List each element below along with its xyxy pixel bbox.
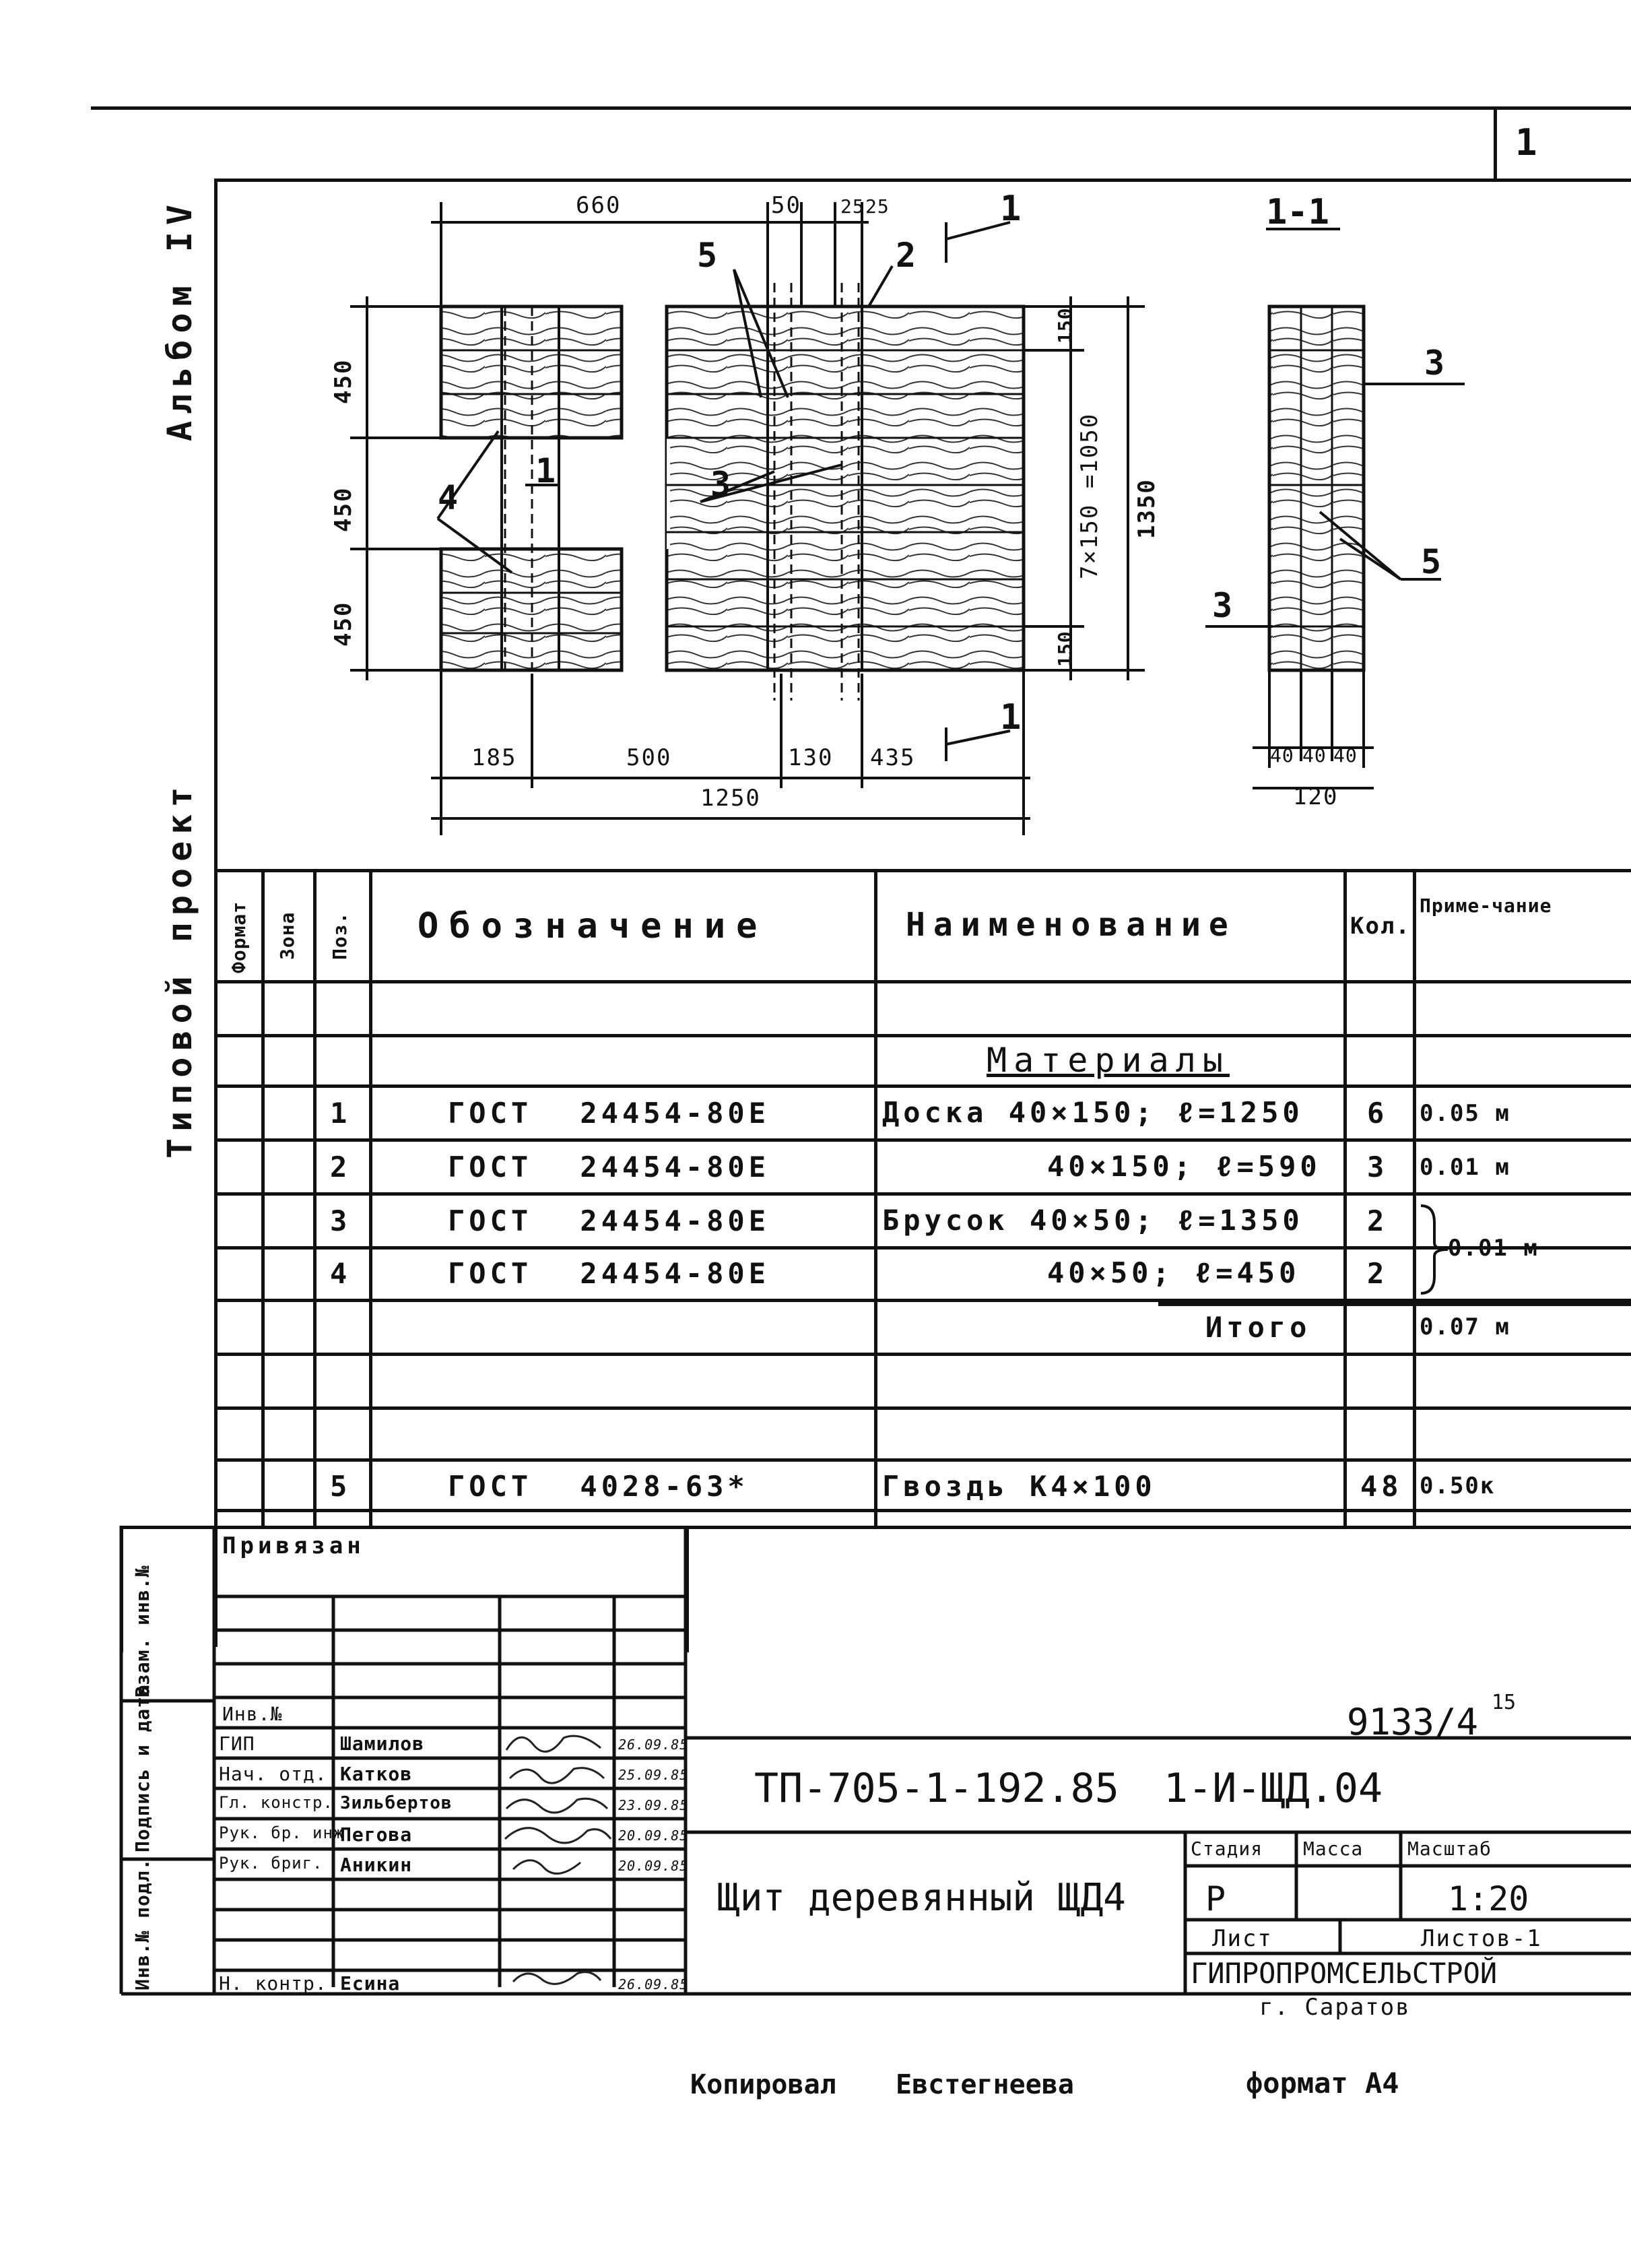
dim-bottom-130: 130 xyxy=(788,744,834,771)
norm-control-name: Есина xyxy=(340,1972,401,1995)
dim-top-50: 50 xyxy=(771,192,801,219)
staff-4-date: 20.09.85 xyxy=(618,1827,689,1844)
copier-name: Евстегнеева xyxy=(896,2069,1074,2100)
staff-3-name: Зильбертов xyxy=(340,1793,453,1813)
dim-left-450c: 450 xyxy=(330,601,357,647)
section-label: 1-1 xyxy=(1266,192,1329,232)
dim-left-450b: 450 xyxy=(330,486,357,532)
section-view xyxy=(1269,306,1364,670)
spec-col-rule xyxy=(313,869,317,1528)
header-format: Формат xyxy=(228,901,250,973)
callout-1: 1 xyxy=(535,451,556,490)
row-5-qty: 48 xyxy=(1360,1469,1403,1503)
row-5-name: Гвоздь К4×100 xyxy=(882,1469,1156,1503)
stage-label: Стадия xyxy=(1191,1838,1263,1860)
row-1-designation: ГОСТ 24454-80Е xyxy=(448,1097,770,1130)
callout-section-3a: 3 xyxy=(1424,344,1445,383)
spec-top-rule xyxy=(214,869,1631,872)
dim-section-40a: 40 xyxy=(1270,744,1294,767)
callout-2: 2 xyxy=(896,236,917,275)
archive-number: 9133/4 xyxy=(1347,1701,1479,1743)
norm-control-role: Н. контр. xyxy=(219,1972,327,1995)
row-3-name: Брусок 40×50; ℓ=1350 xyxy=(882,1203,1304,1237)
row-1-qty: 6 xyxy=(1367,1097,1389,1130)
row-2-designation: ГОСТ 24454-80Е xyxy=(448,1151,770,1184)
spec-col-rule xyxy=(261,869,265,1528)
header-note: Приме-чание xyxy=(1420,895,1552,917)
section-materials: Материалы xyxy=(987,1041,1230,1080)
row-3-qty: 2 xyxy=(1367,1204,1389,1237)
norm-control-date: 26.09.85 xyxy=(618,1976,689,1992)
staff-5-date: 20.09.85 xyxy=(618,1858,689,1874)
staff-1-date: 26.09.85 xyxy=(618,1737,689,1753)
archive-sup: 15 xyxy=(1492,1691,1517,1714)
spec-row-rule xyxy=(214,1406,1631,1410)
signatures xyxy=(500,1724,614,1994)
staff-4-role: Рук. бр. инж. xyxy=(219,1823,354,1842)
row-1-pos: 1 xyxy=(330,1097,352,1130)
row-5-note: 0.50к xyxy=(1420,1472,1496,1499)
sheet-number: 1 xyxy=(1515,121,1537,164)
row-5-designation: ГОСТ 4028-63* xyxy=(448,1469,749,1503)
staff-5-name: Аникин xyxy=(340,1854,413,1876)
row-1-name: Доска 40×150; ℓ=1250 xyxy=(882,1095,1304,1129)
brace-note: 0.01 м xyxy=(1448,1234,1539,1262)
city: г. Саратов xyxy=(1259,1994,1411,2021)
drawing-title: Щит деревянный ЩД4 xyxy=(717,1876,1126,1920)
staff-2-name: Катков xyxy=(340,1763,413,1785)
staff-2-date: 25.09.85 xyxy=(618,1767,689,1783)
total-value: 0.07 м xyxy=(1420,1314,1510,1340)
callout-section-3b: 3 xyxy=(1212,586,1233,625)
scale-value: 1:20 xyxy=(1448,1879,1529,1918)
project-type-label: Типовой проект xyxy=(160,780,199,1159)
spec-header-rule xyxy=(214,980,1631,983)
row-2-pos: 2 xyxy=(330,1151,352,1184)
mass-label: Масса xyxy=(1303,1838,1364,1860)
row-2-note: 0.01 м xyxy=(1420,1153,1510,1181)
row-2-qty: 3 xyxy=(1367,1151,1389,1184)
staff-3-date: 23.09.85 xyxy=(618,1797,689,1813)
spec-row-rule xyxy=(214,1138,1631,1142)
staff-4-name: Пегова xyxy=(340,1823,413,1846)
staff-5-role: Рук. бриг. xyxy=(219,1854,323,1873)
row-4-pos: 4 xyxy=(330,1257,352,1290)
header-zone: Зона xyxy=(276,911,298,960)
album-label: Альбом IV xyxy=(160,198,199,441)
dim-bottom-1250: 1250 xyxy=(700,785,761,812)
dim-bottom-435: 435 xyxy=(870,744,916,771)
spec-col-rule xyxy=(369,869,372,1528)
row-1-note: 0.05 м xyxy=(1420,1099,1510,1127)
stamp-label-signature: Подпись и дата xyxy=(131,1683,154,1852)
dim-top-660: 660 xyxy=(576,192,622,219)
spec-col-rule xyxy=(1413,869,1416,1528)
row-3-pos: 3 xyxy=(330,1204,352,1237)
organization: ГИПРОПРОМСЕЛЬСТРОЙ xyxy=(1191,1957,1498,1990)
spec-row-rule xyxy=(214,1353,1631,1356)
dim-section-40c: 40 xyxy=(1333,744,1358,767)
sheets-label: Листов-1 xyxy=(1421,1925,1542,1952)
spec-col-rule xyxy=(874,869,877,1528)
header-name: Наименование xyxy=(906,906,1236,944)
dim-top-25b: 25 xyxy=(865,195,890,218)
row-2-name: 40×150; ℓ=590 xyxy=(1047,1149,1321,1183)
header-designation: Обозначение xyxy=(418,906,768,946)
bound-label: Привязан xyxy=(222,1532,365,1559)
sheet-label: Лист xyxy=(1212,1925,1273,1952)
header-pos: Поз. xyxy=(329,911,351,960)
row-4-name: 40×50; ℓ=450 xyxy=(1047,1256,1300,1289)
row-5-pos: 5 xyxy=(330,1469,352,1503)
pallet-drawing xyxy=(0,0,1631,869)
dim-right-1050: 7×150 =1050 xyxy=(1076,412,1103,579)
spec-row-rule xyxy=(214,1034,1631,1037)
header-qty: Кол. xyxy=(1350,913,1411,940)
section-marker-bottom: 1 xyxy=(1000,697,1022,738)
dim-bottom-500: 500 xyxy=(626,744,672,771)
callout-3: 3 xyxy=(710,465,731,504)
dim-left-450a: 450 xyxy=(330,358,357,404)
spec-col-rule xyxy=(1343,869,1347,1528)
row-4-qty: 2 xyxy=(1367,1257,1389,1290)
dim-section-40b: 40 xyxy=(1302,744,1327,767)
callout-5: 5 xyxy=(697,236,718,275)
dim-top-25a: 25 xyxy=(840,195,865,218)
row-4-designation: ГОСТ 24454-80Е xyxy=(448,1257,770,1290)
copied-label: Копировал xyxy=(690,2069,836,2100)
staff-1-name: Шамилов xyxy=(340,1732,425,1755)
section-marker-top: 1 xyxy=(1000,189,1022,229)
staff-1-role: ГИП xyxy=(219,1732,255,1755)
total-label: Итого xyxy=(1205,1310,1311,1344)
stamp-label-replace: Взам. инв.№ xyxy=(131,1565,154,1697)
staff-3-role: Гл. констр. xyxy=(219,1793,333,1812)
scale-label: Масштаб xyxy=(1407,1838,1492,1860)
dim-section-120: 120 xyxy=(1293,783,1339,810)
staff-2-role: Нач. отд. xyxy=(219,1763,327,1785)
stage-value: Р xyxy=(1205,1879,1226,1918)
inv-label: Инв.№ xyxy=(222,1703,283,1725)
dim-bottom-185: 185 xyxy=(471,744,517,771)
dim-right-1350: 1350 xyxy=(1133,478,1160,539)
dim-right-150b: 150 xyxy=(1054,630,1076,667)
brace-icon xyxy=(1418,1202,1451,1297)
document-code: ТП-705-1-192.85 1-И-ЩД.04 xyxy=(754,1765,1383,1812)
row-3-designation: ГОСТ 24454-80Е xyxy=(448,1204,770,1237)
stamp-label-inv: Инв.№ подл. xyxy=(131,1858,154,1990)
format-label: формат А4 xyxy=(1246,2067,1399,2100)
callout-4: 4 xyxy=(438,478,459,517)
dim-right-150a: 150 xyxy=(1054,307,1076,344)
callout-section-5: 5 xyxy=(1421,542,1442,581)
